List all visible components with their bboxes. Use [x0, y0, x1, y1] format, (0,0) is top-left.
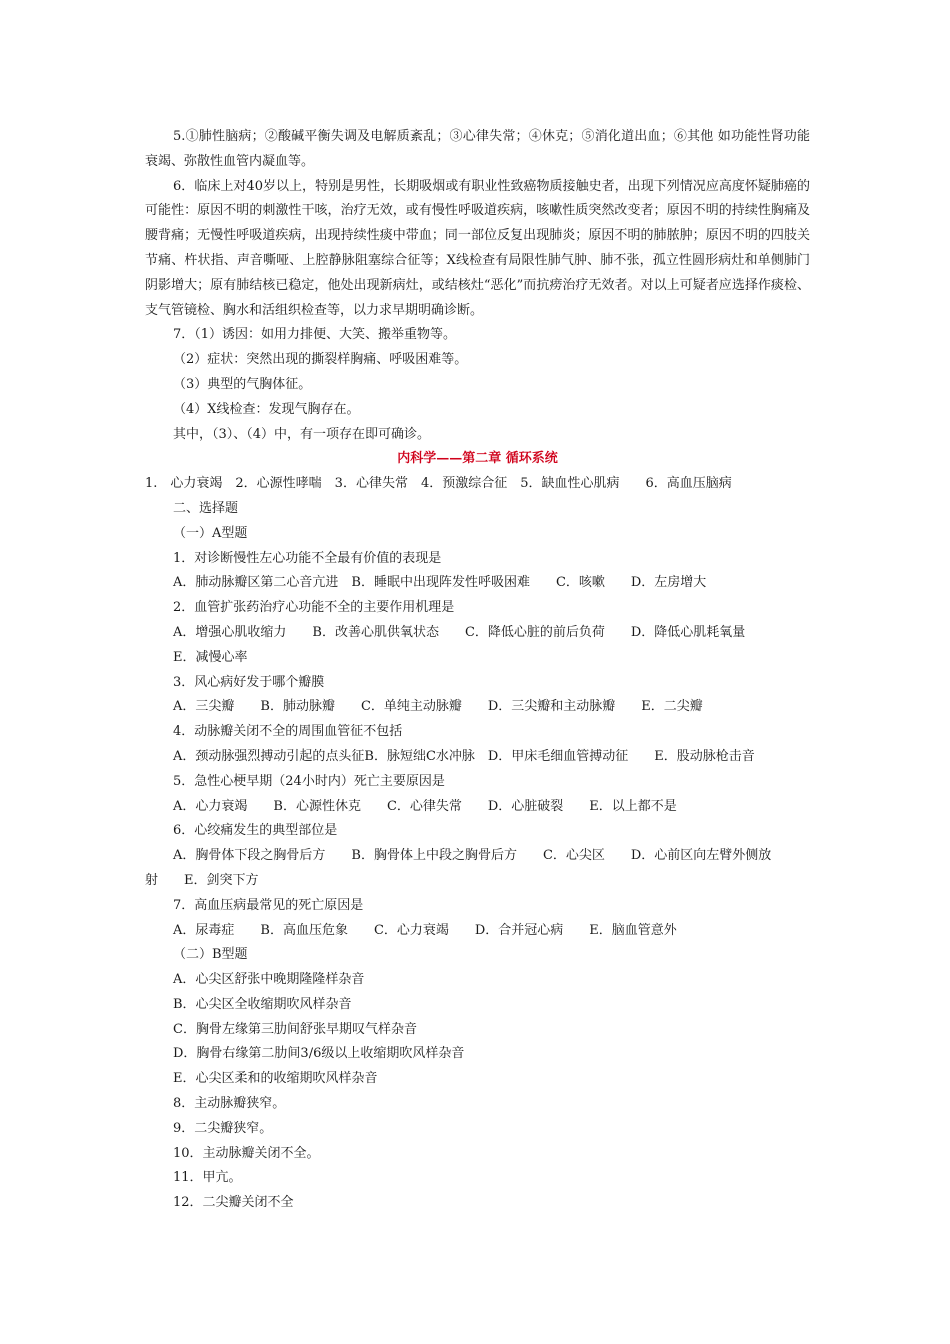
terms-line: 1. 心力衰竭 2．心源性哮喘 3．心律失常 4．预激综合征 5．缺血性心肌病 6．高血压脑病: [145, 476, 732, 492]
b-question: 11．甲亢。: [173, 1170, 242, 1186]
answer-7-line: 7．（1）诱因：如用力排便、大笑、搬举重物等。: [173, 327, 457, 343]
question-options: A．尿毒症 B．高血压危象 C．心力衰竭 D．合并冠心病 E．脑血管意外: [173, 922, 677, 938]
b-question: 8．主动脉瓣狭窄。: [173, 1096, 286, 1112]
document-page: [145, 125, 810, 1216]
question: 5．急性心梗早期（24小时内）死亡主要原因是: [173, 773, 445, 789]
b-option: A．心尖区舒张中晚期隆隆样杂音: [173, 972, 365, 988]
b-question: 10．主动脉瓣关闭不全。: [173, 1145, 320, 1161]
question: 6．心绞痛发生的典型部位是: [173, 823, 338, 839]
question-options: A．胸骨体下段之胸骨后方 B．胸骨体上中段之胸骨后方 C．心尖区 D．心前区向左臂外侧放: [173, 848, 772, 864]
question: 3．风心病好发于哪个瓣膜: [173, 674, 325, 690]
type-a-heading: （一）A型题: [173, 525, 248, 541]
b-question: 12．二尖瓣关闭不全: [173, 1195, 294, 1211]
answer-7-line: 其中，（3）、（4）中，有一项存在即可确诊。: [173, 426, 431, 442]
b-option: C．胸骨左缘第三肋间舒张早期叹气样杂音: [173, 1021, 417, 1037]
type-b-heading: （二）B型题: [173, 947, 248, 963]
question-options: A．肺动脉瓣区第二心音亢进 B．睡眠中出现阵发性呼吸困难 C．咳嗽 D．左房增大: [173, 575, 707, 591]
answer-7-line: （3）典型的气胸体征。: [173, 376, 312, 392]
question: 7．高血压病最常见的死亡原因是: [173, 897, 364, 913]
b-question: 9．二尖瓣狭窄。: [173, 1120, 273, 1136]
question-options: A．颈动脉强烈搏动引起的点头征B．脉短绌C水冲脉 D．甲床毛细血管搏动征 E．股动脉枪击音: [173, 748, 755, 764]
answer-7-line: （4）X线检查：发现气胸存在。: [173, 401, 360, 417]
section-heading: 二、选择题: [173, 500, 239, 516]
chapter-title: 内科学——第二章 循环系统: [397, 451, 558, 467]
b-option: B．心尖区全收缩期吹风样杂音: [173, 996, 352, 1012]
b-option: E．心尖区柔和的收缩期吹风样杂音: [173, 1071, 378, 1087]
question-options: E．减慢心率: [173, 649, 248, 665]
question-options-continued: 射 E．剑突下方: [145, 872, 259, 888]
question: 4．动脉瓣关闭不全的周围血管征不包括: [173, 724, 403, 740]
answer-6: 6．临床上对40岁以上，特别是男性，长期吸烟或有职业性致癌物质接触史者，出现下列情况应高度怀疑肺癌的可能性：原因不明的刺激性干咳，治疗无效，或有慢性呼吸道疾病，咳嗽性质突然改变者；原因不明的持续性胸痛及腰背痛；无慢性呼吸道疾病，出现持续性痰中带血；同一部位反复出现肺炎；原因不明的肺脓肿；原因不明的四肢关节痛、杵状指、声音嘶哑、上腔静脉阻塞综合征等；X线检查有局限性肺气肿、肺不张，孤立性圆形病灶和单侧肺门阴影增大；原有肺结核已稳定，他处出现新病灶，或结核灶“恶化”而抗痨治疗无效者。对以上可疑者应选择作痰检、支气管镜检、胸水和活组织检查等，以力求早期明确诊断。: [145, 178, 810, 318]
answer-7-line: （2）症状：突然出现的撕裂样胸痛、呼吸困难等。: [173, 352, 468, 368]
question-options: A．心力衰竭 B．心源性休克 C．心律失常 D．心脏破裂 E．以上都不是: [173, 798, 677, 814]
b-option: D．胸骨右缘第二肋间3/6级以上收缩期吹风样杂音: [173, 1046, 465, 1062]
question: 2．血管扩张药治疗心功能不全的主要作用机理是: [173, 600, 455, 616]
question: 1．对诊断慢性左心功能不全最有价值的表现是: [173, 550, 442, 566]
answer-5: 5.①肺性脑病；②酸碱平衡失调及电解质紊乱；③心律失常；④休克；⑤消化道出血；⑥其他 如功能性肾功能衰竭、弥散性血管内凝血等。: [145, 129, 810, 169]
question-options: A．增强心肌收缩力 B．改善心肌供氧状态 C．降低心脏的前后负荷 D．降低心肌耗氧量: [173, 624, 746, 640]
question-options: A．三尖瓣 B．肺动脉瓣 C．单纯主动脉瓣 D．三尖瓣和主动脉瓣 E．二尖瓣: [173, 699, 703, 715]
